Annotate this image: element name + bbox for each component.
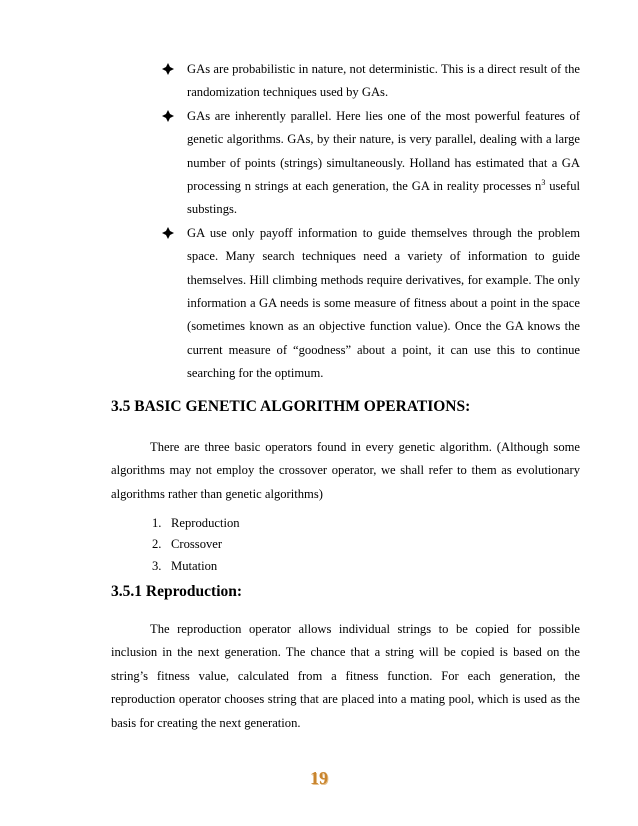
section-paragraph: There are three basic operators found in every genetic algorithm. (Although some algorithms may not employ the crossover operator, we shall refer to them as evolutionary algorithms rather than genetic algorithms): [111, 440, 580, 501]
bullet-text: GAs are probabilistic in nature, not deterministic. This is a direct result of the randomization techniques used by GAs.: [187, 62, 580, 100]
superscript: 3: [541, 177, 546, 187]
list-item: [152, 556, 240, 577]
page-number: 19: [310, 768, 328, 788]
list-label: Reproduction: [171, 516, 240, 530]
list-label: Mutation: [171, 558, 218, 573]
list-number: 3.: [152, 558, 162, 573]
bullet-text: GAs are inherently parallel. Here lies one of the most powerful features of genetic algorithms. GAs, by their nature, is very parallel, dealing with a large number of points (strings) simultaneously. Holland has estimated that a GA processing n strings at each generation, the GA in reality processes n: [187, 108, 580, 194]
list-item: [152, 534, 240, 555]
bullet-item: [160, 58, 580, 105]
feature-bullet-list: [160, 58, 580, 386]
list-number: 2.: [152, 537, 162, 552]
operators-list: [152, 513, 240, 577]
section-heading: 3.5 BASIC GENETIC ALGORITHM OPERATIONS:: [111, 398, 471, 415]
bullet-text: GA use only payoff information to guide themselves through the problem space. Many search techniques need a variety of information to guide themselves. Hill climbing methods require derivatives, for example. The only information a GA needs is some measure of fitness about a point in the space (sometimes known as an objective function value). Once the GA knows the current measure of “goodness” about a point, it can use this to continue searching for the optimum.: [187, 225, 580, 381]
subsection-paragraph: The reproduction operator allows individual strings to be copied for possible inclusion in the next generation. The chance that a string will be copied is based on the string’s fitness value, calculated from a fitness function. For each generation, the reproduction operator chooses string that are placed into a mating pool, which is used as the basis for creating the next generation.: [111, 622, 580, 730]
subsection-heading: 3.5.1 Reproduction:: [111, 583, 243, 600]
list-number: 1.: [152, 516, 162, 530]
bullet-text-tail: useful substings.: [187, 179, 580, 217]
list-label: Crossover: [171, 537, 223, 552]
bullet-item: [160, 105, 580, 222]
diamond-bullet-icon: [162, 110, 174, 122]
list-item: [152, 513, 240, 534]
diamond-bullet-icon: [162, 63, 174, 75]
bullet-item: [160, 222, 580, 386]
diamond-bullet-icon: [162, 227, 174, 239]
